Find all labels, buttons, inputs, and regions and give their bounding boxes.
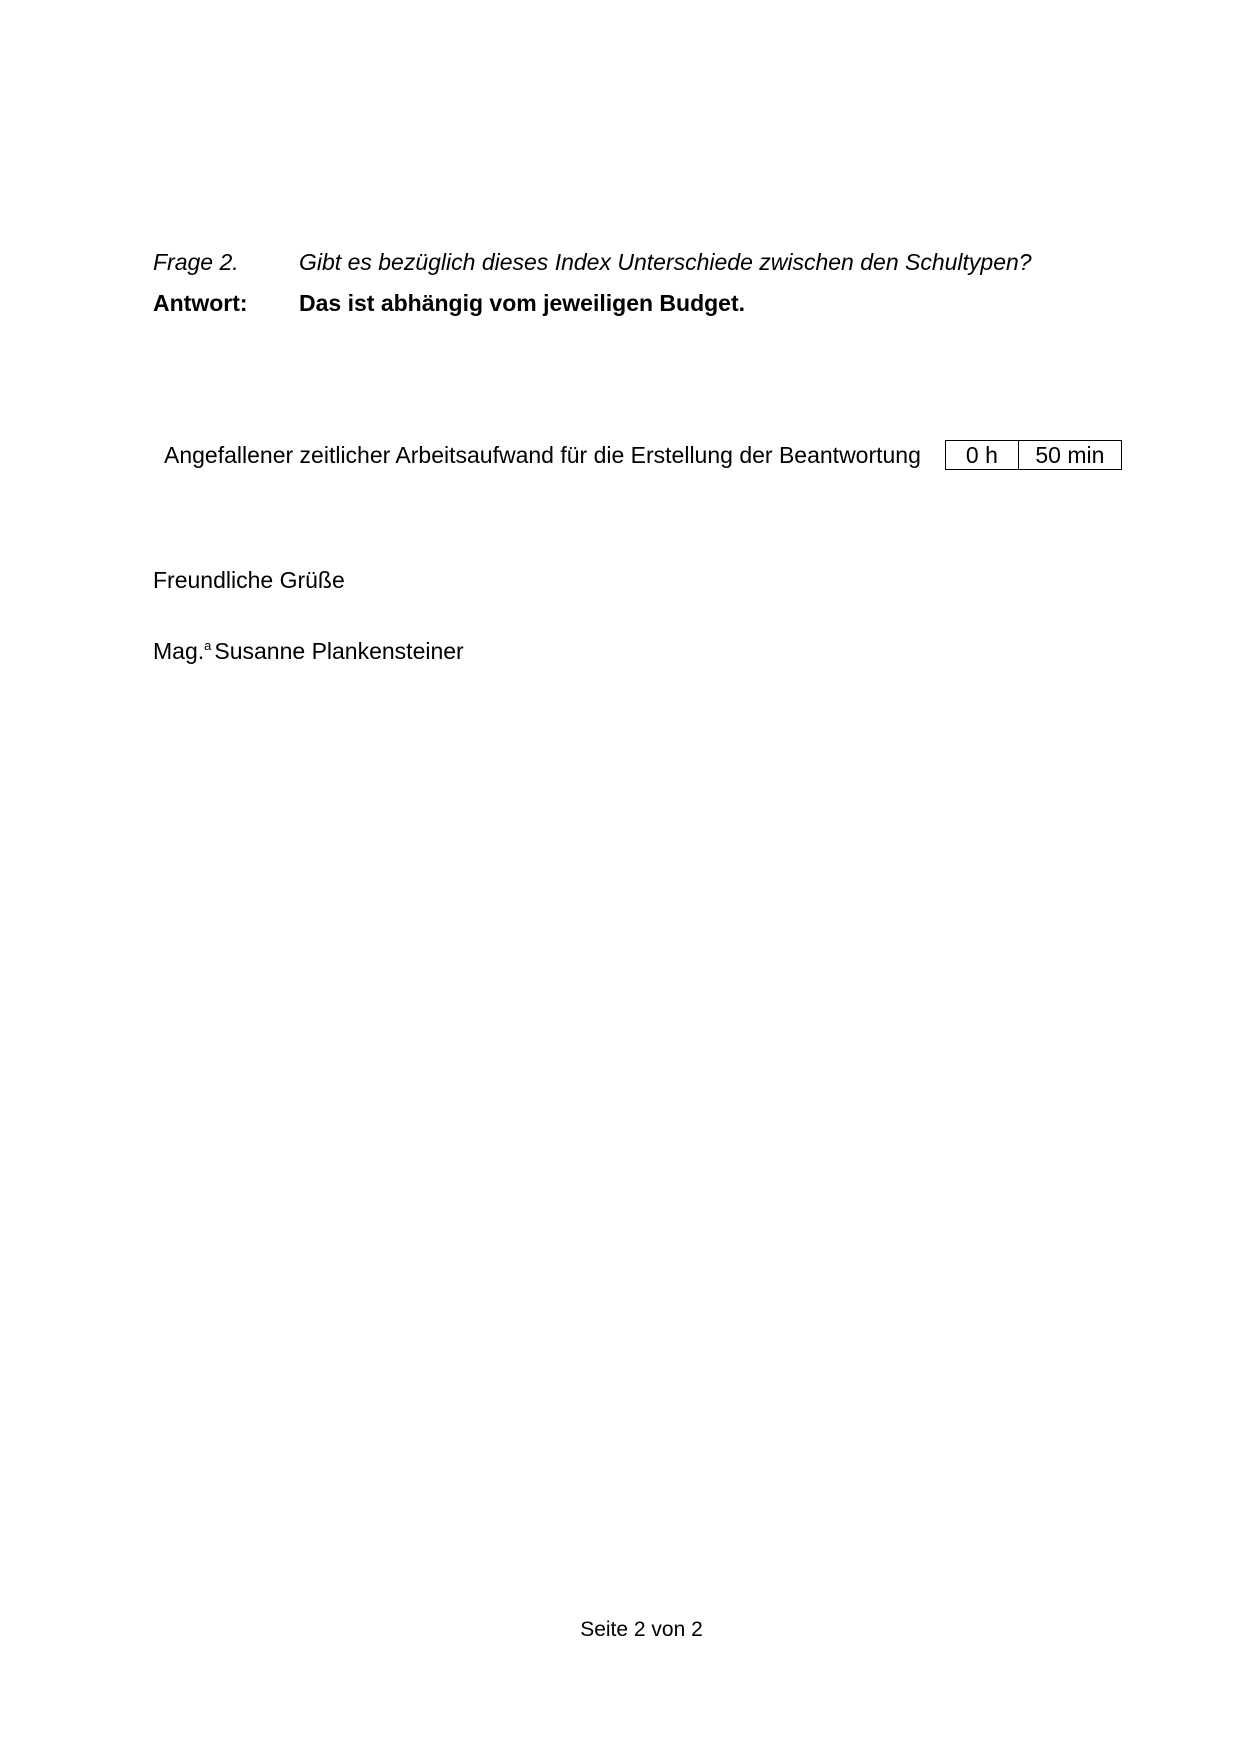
answer-row — [153, 290, 745, 317]
answer-text: Das ist abhängig vom jeweiligen Budget. — [299, 290, 746, 316]
signature — [153, 638, 464, 665]
page-footer: Seite 2 von 2 — [580, 1618, 703, 1641]
effort-hours: 0 h — [946, 441, 1019, 469]
question-row — [153, 249, 1032, 276]
effort-table — [945, 440, 1122, 470]
effort-label: Angefallener zeitlicher Arbeitsaufwand für die Erstellung der Beantwortung — [164, 441, 921, 468]
effort-minutes: 50 min — [1035, 441, 1105, 468]
signature-title-suffix: a — [204, 638, 212, 654]
answer-label: Antwort: — [153, 290, 248, 316]
signature-title: Mag. — [153, 638, 205, 664]
effort-row — [164, 440, 1122, 470]
closing-greeting: Freundliche Grüße — [153, 567, 345, 593]
question-text: Gibt es bezüglich dieses Index Unterschiede zwischen den Schultypen? — [299, 249, 1032, 275]
question-label: Frage 2. — [153, 249, 239, 275]
signature-name: Susanne Plankensteiner — [214, 638, 464, 664]
